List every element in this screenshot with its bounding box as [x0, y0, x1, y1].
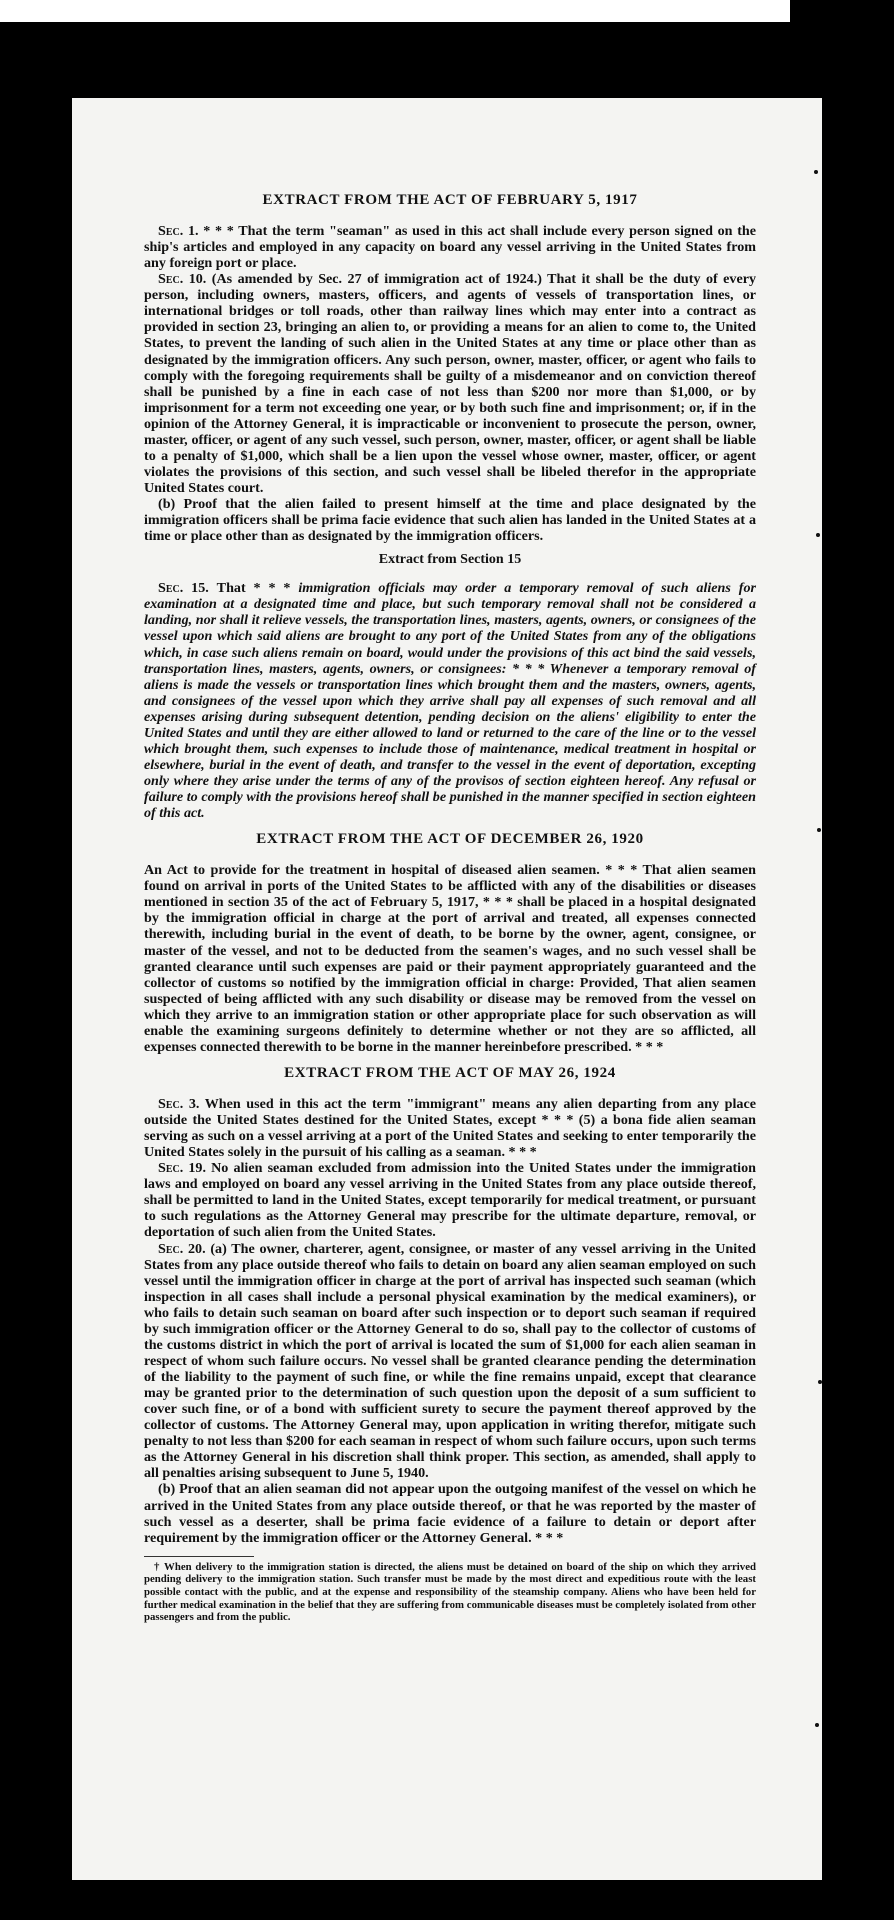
heading-act-dec-1920: EXTRACT FROM THE ACT OF DECEMBER 26, 1920: [256, 831, 644, 848]
paragraph-sec-15: [144, 580, 756, 821]
paragraph-text: (As amended by Sec. 27 of immigration act of 1924.) That it shall be the duty of every person, including owners, masters, officers, and agents of vessels of transportation lines, or international bridges or toll roads, other than railway lines which may enter into a contract as provided in section 23, bringing an alien to, or providing a means for an alien to come to, the United States, to prevent the landing of such alien in the United States at any time or place other than as designated by the immigration officers. Any such person, owner, master, officer, or agent who fails to comply with the foregoing requirements shall be guilty of a misdemeanor and on conviction thereof shall be punished by a fine in each case of not less than $200 nor more than $1,000, or by imprisonment for a term not exceeding one year, or by both such fine and imprisonment; or, if in the opinion of the Attorney General, it is impracticable or inconvenient to prosecute the person, owner, master, officer, or agent of any such vessel, such person, owner, master, officer, or agent shall be liable to a penalty of $1,000, which shall be a lien upon the vessel whose owner, master, officer, or agent violates the provisions of this section, and such vessel shall be libeled therefor in the appropriate United States court.: [144, 271, 756, 496]
margin-dot: [816, 533, 820, 537]
paragraph-act-dec-1920: An Act to provide for the treatment in hospital of diseased alien seamen. * * * That alien seamen found on arrival in ports of the United States to be afflicted with any of the disabilities or diseases mentioned in section 35 of the act of February 5, 1917, * * * shall be placed in a hospital designated by the immigration official in charge at the port of arrival and treated, all expenses connected therewith, including burial in the event of death, to be borne by the owner, agent, consignee, or master of the vessel, and not to be deducted from the seamen's wages, and no such vessel shall be granted clearance until such expenses are paid or their payment appropriately guaranteed and the collector of customs so notified by the immigration official in charge: Provided, That alien seamen suspected of being afflicted with any such disability or disease may be removed from the vessel on which they arrive to an immigration station or other appropriate place for such observation as will enable the examining surgeons definitely to determine whether or not they are so afflicted, all expenses connected therewith to be borne in the manner hereinbefore prescribed. * * *: [144, 862, 756, 1055]
section-label: Sec. 19.: [158, 1160, 206, 1177]
paragraph-sec-20: [144, 1241, 756, 1482]
heading-extract-section-15: Extract from Section 15: [378, 552, 522, 568]
paragraph-sec-3: [144, 1096, 756, 1160]
heading-act-feb-1917: EXTRACT FROM THE ACT OF FEBRUARY 5, 1917: [262, 192, 638, 208]
paragraph-sec-1: [144, 223, 756, 271]
margin-dot: [817, 828, 821, 832]
heading-act-may-1924: EXTRACT FROM THE ACT OF MAY 26, 1924: [284, 1064, 616, 1081]
paragraph-text: immigration officials may order a temporary removal of such aliens for examination at a designated time and place, but such temporary removal shall not be considered a landing, nor shall it relieve vessels, the transportation lines, masters, agents, owners, or consignees of the vessel upon which said aliens are brought to any port of the United States from any of the obligations which, in case such aliens remain on board, would under the provisions of this act bind the said vessels, transportation lines, masters, agents, owners, or consignees: * * * Whenever a temporary removal of aliens is made the vessels or transportation lines which brought them and the masters, owners, agents, and consignees of the vessel upon which they arrive shall pay all expenses of such removal and all expenses arising during subsequent detention, pending decision on the aliens' eligibility to enter the United States and until they are either allowed to land or returned to the care of the line or to the vessel which brought them, such expenses to include those of maintenance, medical treatment in hospital or elsewhere, burial in the event of death, and transfer to the vessel in the event of deportation, excepting only where they arise under the terms of any of the provisos of section eighteen hereof. Any refusal or failure to comply with the provisions hereof shall be punished in the manner specified in section eighteen of this act.: [144, 580, 756, 822]
scan-top-strip: [0, 0, 790, 22]
paragraph-sec-10-b: (b) Proof that the alien failed to present himself at the time and place designated by the immigration officers shall be prima facie evidence that such alien has landed in the United States at a time or place other than as designated by the immigration officers.: [144, 496, 756, 545]
paragraph-text: * * * That the term "seaman" as used in this act shall include every person signed on the ship's articles and employed in any capacity on board any vessel arriving in the United States from any foreign port or place.: [144, 223, 756, 272]
paragraph-lead: That * * *: [216, 580, 291, 597]
document-content: [144, 192, 756, 1624]
footnote: † When delivery to the immigration station is directed, the aliens must be detained on board of the ship on which they arrived pending delivery to the immigration station. Such transfer must be made by the most direct and expeditious route with the least possible contact with the public, and at the expense and responsibility of the steamship company. Aliens who have been held for further medical examination in the belief that they are suffering from communicable diseases must be completely isolated from other passengers and from the public.: [144, 1560, 756, 1624]
document-page: [72, 98, 822, 1880]
paragraph-text: (a) The owner, charterer, agent, consignee, or master of any vessel arriving in the United States from any place outside thereof who fails to detain on board any alien seaman employed on such vessel until the immigration officer in charge at the port of arrival has inspected such seaman (which inspection in all cases shall include a personal physical examination by the medical examiners), or who fails to detain such seaman on board after such inspection or to deport such seaman if required by such immigration officer or the Attorney General to do so, shall pay to the collector of customs of the customs district in which the port of arrival is located the sum of $1,000 for each alien seaman in respect of whom such failure occurs. No vessel shall be granted clearance pending the determination of the liability to the payment of such fine, or while the fine remains unpaid, except that clearance may be granted prior to the determination of such question upon the deposit of a sum sufficient to cover such fine, or of a bond with sufficient surety to secure the payment thereof approved by the collector of customs. The Attorney General may, upon application in writing therefor, mitigate such penalty to not less than $200 for each seaman in respect of whom such failure occurs, upon such terms as the Attorney General in his discretion shall think proper. This section, as amended, shall apply to all penalties arising subsequent to June 5, 1940.: [144, 1240, 756, 1482]
margin-dot: [814, 170, 818, 174]
paragraph-sec-20-b: (b) Proof that an alien seaman did not appear upon the outgoing manifest of the vessel on which he arrived in the United States from any place outside thereof, or that he was reported by the master of such vessel as a deserter, shall be prima facie evidence of a failure to detain or deport after requirement by the immigration officer or the Attorney General. * * *: [144, 1481, 756, 1546]
footnote-divider: [144, 1556, 254, 1557]
paragraph-text: When used in this act the term "immigrant" means any alien departing from any place outside the United States destined for the United States, except * * * (5) a bona fide alien seaman serving as such on a vessel arriving at a port of the United States and seeking to enter temporarily the United States solely in the pursuit of his calling as a seaman. * * *: [144, 1095, 756, 1161]
margin-dot: [818, 1380, 822, 1384]
section-label: Sec. 20.: [158, 1240, 206, 1257]
section-label: Sec. 1.: [158, 223, 199, 239]
section-label: Sec. 15.: [158, 580, 209, 597]
paragraph-sec-19: [144, 1160, 756, 1240]
paragraph-sec-10: [144, 271, 756, 496]
section-label: Sec. 10.: [158, 271, 207, 288]
margin-dot: [815, 1723, 819, 1727]
paragraph-text: No alien seaman excluded from admission into the United States under the immigration laws and employed on board any vessel arriving in the United States from any place outside thereof, shall be permitted to land in the United States, except temporarily for medical treatment, or pursuant to such regulations as the Attorney General may prescribe for the ultimate departure, removal, or deportation of such alien from the United States.: [144, 1160, 756, 1241]
section-label: Sec. 3.: [158, 1095, 200, 1112]
